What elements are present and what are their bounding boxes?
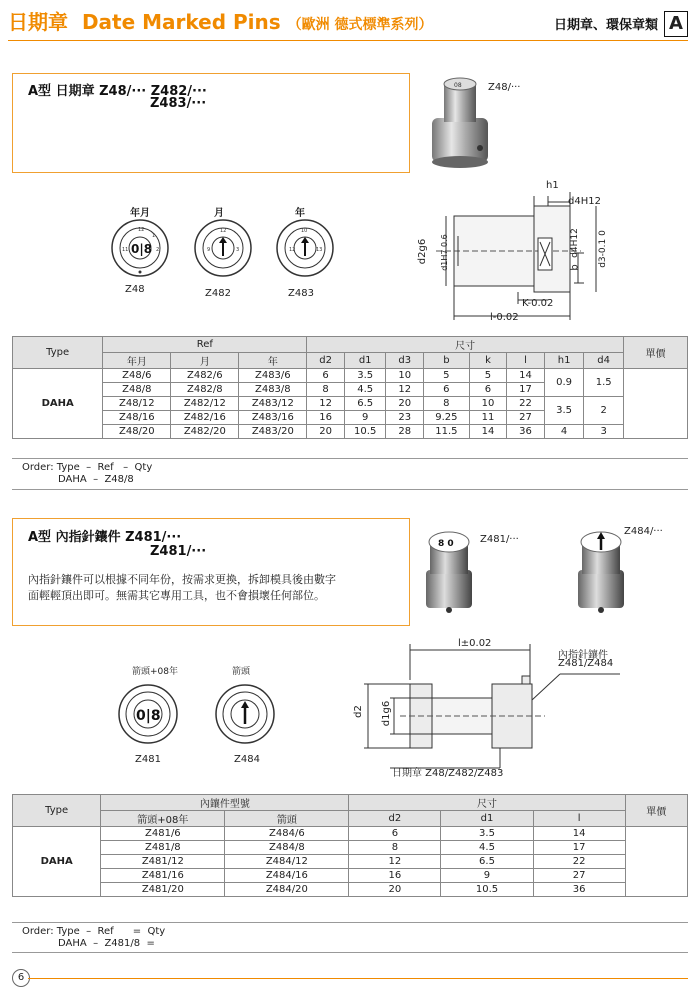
dial1-digits: 0|8	[136, 708, 161, 724]
cell-price	[625, 827, 687, 897]
cell: 10.5	[441, 883, 533, 897]
cell: 17	[533, 841, 625, 855]
dim-d2: d2g6	[417, 238, 429, 265]
cell: 8	[424, 397, 470, 411]
th-sub: d1	[441, 811, 533, 827]
dim-h1: h1	[546, 180, 559, 191]
order-b-divider-bottom	[12, 952, 688, 953]
table-row	[13, 855, 688, 869]
cell: Z48/12	[103, 397, 171, 411]
insert-dials	[118, 680, 278, 750]
order-example-b: DAHA – Z481/8 =	[58, 938, 155, 949]
cell-price	[623, 369, 687, 439]
section-b-title-line2: Z481/···	[150, 544, 207, 559]
svg-text:08: 08	[454, 82, 462, 89]
cell: 3.5	[544, 397, 584, 425]
cell: 11.5	[424, 425, 470, 439]
cell: Z482/8	[171, 383, 239, 397]
cell: 17	[507, 383, 545, 397]
th-sub: d2	[349, 811, 441, 827]
table-inserts	[12, 794, 688, 897]
cell: Z484/6	[225, 827, 349, 841]
cell: 27	[533, 869, 625, 883]
cell: 4.5	[441, 841, 533, 855]
date-pin-photo	[418, 74, 498, 170]
th-sub: k	[469, 353, 507, 369]
category-label: 日期章、環保章類	[553, 18, 658, 33]
section-letter-badge: A	[664, 11, 688, 37]
cell: 14	[533, 827, 625, 841]
cell: 6.5	[344, 397, 386, 411]
dial-header-2: 月	[214, 208, 224, 219]
section-b-desc-1: 內指針鑲件可以根據不同年份，按需求更換，拆卸模具後由數字	[28, 573, 336, 586]
dim-d4-vertical: d4H12	[569, 228, 580, 258]
cell: 12	[349, 855, 441, 869]
order-example-a: DAHA – Z48/8	[58, 474, 134, 485]
table-row	[13, 841, 688, 855]
cell: Z48/6	[103, 369, 171, 383]
order-divider-bottom	[12, 489, 688, 490]
table-row	[13, 883, 688, 897]
cell: 22	[533, 855, 625, 869]
cell: Z484/20	[225, 883, 349, 897]
cell: Z483/16	[239, 411, 307, 425]
cell: 6.5	[441, 855, 533, 869]
cell: 20	[386, 397, 424, 411]
photo-caption-z484: Z484/···	[624, 526, 663, 537]
page-subtitle: （歐洲 德式標準系列）	[287, 17, 433, 33]
svg-text:10: 10	[301, 228, 308, 234]
cell: 22	[507, 397, 545, 411]
dim-d4: d4H12	[568, 196, 601, 207]
callout-insert-1: 內指針鑲件	[558, 650, 608, 661]
cell: 8	[307, 383, 345, 397]
section-a-title: A型 日期章 Z48/··· Z482/···	[28, 84, 207, 99]
dial-caption-z48: Z48	[125, 284, 145, 295]
cell: 10	[469, 397, 507, 411]
dial-header-3: 年	[295, 208, 305, 219]
cell: 11	[469, 411, 507, 425]
svg-text:2: 2	[156, 247, 160, 253]
cell: 14	[507, 369, 545, 383]
cell: Z48/16	[103, 411, 171, 425]
th-sub: 月	[171, 353, 239, 369]
cell: Z483/20	[239, 425, 307, 439]
cell: Z481/20	[101, 883, 225, 897]
date-dials	[108, 214, 338, 282]
page-title: 日期章 Date Marked Pins （歐洲 德式標準系列）	[8, 10, 433, 34]
cell: 36	[533, 883, 625, 897]
cell: Z484/12	[225, 855, 349, 869]
cell: 4.5	[344, 383, 386, 397]
table-row	[13, 397, 688, 411]
th-sub: d3	[386, 353, 424, 369]
svg-text:9: 9	[207, 247, 211, 253]
header-divider	[8, 40, 688, 41]
cell: 9.25	[424, 411, 470, 425]
svg-text:0|8: 0|8	[131, 242, 153, 256]
th-type: Type	[13, 795, 101, 827]
dial-header-1: 年月	[130, 208, 150, 219]
cell: 27	[507, 411, 545, 425]
section-b-desc-2: 面輕輕頂出即可。無需其它專用工具，也不會損壞任何部位。	[28, 589, 325, 602]
dial-caption-z484: Z484	[234, 754, 260, 765]
th-price: 單價	[623, 337, 687, 369]
dial-z483	[277, 220, 333, 276]
dial-caption-z483: Z483	[288, 288, 314, 299]
table-row	[13, 827, 688, 841]
cell: 28	[386, 425, 424, 439]
th-dims: 尺寸	[307, 337, 624, 353]
th-sub: d2	[307, 353, 345, 369]
dial-b-header-1: 箭頭+08年	[132, 667, 178, 677]
svg-text:1: 1	[152, 233, 156, 239]
svg-text:11: 11	[122, 247, 129, 253]
cell: 9	[344, 411, 386, 425]
th-ref: Ref	[103, 337, 307, 353]
th-dims: 尺寸	[349, 795, 625, 811]
cell: 5	[424, 369, 470, 383]
page-number: 6	[12, 969, 30, 987]
th-sub: 箭頭	[225, 811, 349, 827]
table-date-pins	[12, 336, 688, 439]
cell: 12	[386, 383, 424, 397]
cell: Z481/8	[101, 841, 225, 855]
cell: Z483/6	[239, 369, 307, 383]
cell: Z482/6	[171, 369, 239, 383]
cell: Z483/8	[239, 383, 307, 397]
order-format-a: Order: Type – Ref – Qty	[22, 462, 153, 473]
cell: 3	[584, 425, 624, 439]
cell: Z483/12	[239, 397, 307, 411]
insert-photo-z481	[414, 520, 484, 616]
cell: 14	[469, 425, 507, 439]
th-price: 單價	[625, 795, 687, 827]
cell: Z481/12	[101, 855, 225, 869]
dim-b: b	[569, 264, 581, 271]
cell: 10.5	[344, 425, 386, 439]
th-sub: b	[424, 353, 470, 369]
cell: 16	[307, 411, 345, 425]
cell: 6	[307, 369, 345, 383]
dial-b-header-2: 箭頭	[232, 667, 251, 677]
th-sub: l	[533, 811, 625, 827]
svg-text:13: 13	[316, 247, 323, 253]
th-sub: 年月	[103, 353, 171, 369]
photo-caption-z481: Z481/···	[480, 534, 519, 545]
callout-date-pin: 日期章 Z48/Z482/Z483	[392, 768, 504, 779]
order-b-divider-top	[12, 922, 688, 923]
cell: 6	[424, 383, 470, 397]
th-sub: d4	[584, 353, 624, 369]
cell: 0.9	[544, 369, 584, 397]
photo-caption-z48: Z48/···	[488, 82, 521, 93]
svg-text:12: 12	[220, 228, 227, 234]
dial-z48	[112, 220, 168, 276]
table-row	[13, 425, 688, 439]
order-divider-top	[12, 458, 688, 459]
dial-caption-z482: Z482	[205, 288, 231, 299]
cell: Z482/20	[171, 425, 239, 439]
th-sub: 年	[239, 353, 307, 369]
svg-text:3: 3	[236, 247, 240, 253]
cell-type: DAHA	[13, 827, 101, 897]
table-row	[13, 369, 688, 383]
cell: 2	[584, 397, 624, 425]
cell: 23	[386, 411, 424, 425]
cell: 1.5	[584, 369, 624, 397]
cell: Z48/20	[103, 425, 171, 439]
cell: Z48/8	[103, 383, 171, 397]
cell: 20	[307, 425, 345, 439]
dim-d1: d1H7 0.6	[439, 234, 449, 271]
cell: Z484/8	[225, 841, 349, 855]
cell: 8	[349, 841, 441, 855]
th-sub: h1	[544, 353, 584, 369]
cell: Z484/16	[225, 869, 349, 883]
dial-z482	[195, 220, 251, 276]
cell: Z481/6	[101, 827, 225, 841]
cell-type: DAHA	[13, 369, 103, 439]
dim-l: l-0.02	[490, 312, 519, 323]
cell: Z481/16	[101, 869, 225, 883]
cell: Z482/12	[171, 397, 239, 411]
cell: 9	[441, 869, 533, 883]
cell: 6	[349, 827, 441, 841]
dial-caption-z481: Z481	[135, 754, 161, 765]
cell: 3.5	[441, 827, 533, 841]
th-sub: d1	[344, 353, 386, 369]
cell: 12	[307, 397, 345, 411]
order-format-b: Order: Type – Ref = Qty	[22, 926, 166, 937]
cell: Z482/16	[171, 411, 239, 425]
dim-d2-b: d2	[352, 705, 364, 718]
th-ref: 內鑲件型號	[101, 795, 349, 811]
callout-insert-2: Z481/Z484	[558, 658, 614, 669]
footer-divider	[28, 978, 688, 979]
dim-d3: d3-0.1 0	[597, 230, 608, 268]
svg-text:12: 12	[138, 227, 145, 233]
dim-l-b: l±0.02	[458, 638, 492, 649]
dim-d1-b: d1g6	[381, 700, 393, 727]
cell: 6	[469, 383, 507, 397]
svg-text:12: 12	[289, 247, 296, 253]
cell: 20	[349, 883, 441, 897]
cell: 5	[469, 369, 507, 383]
cell: 36	[507, 425, 545, 439]
th-sub: l	[507, 353, 545, 369]
cell: 3.5	[344, 369, 386, 383]
dim-k: K-0.02	[522, 298, 554, 309]
table-row	[13, 869, 688, 883]
th-sub: 箭頭+08年	[101, 811, 225, 827]
cell: 16	[349, 869, 441, 883]
cell: 4	[544, 425, 584, 439]
section-a-title-line2: Z483/···	[150, 96, 207, 111]
th-type: Type	[13, 337, 103, 369]
cell: 10	[386, 369, 424, 383]
section-b-title: A型 內指針鑲件 Z481/···	[28, 530, 182, 545]
photo1-digits: 8 0	[438, 539, 454, 549]
